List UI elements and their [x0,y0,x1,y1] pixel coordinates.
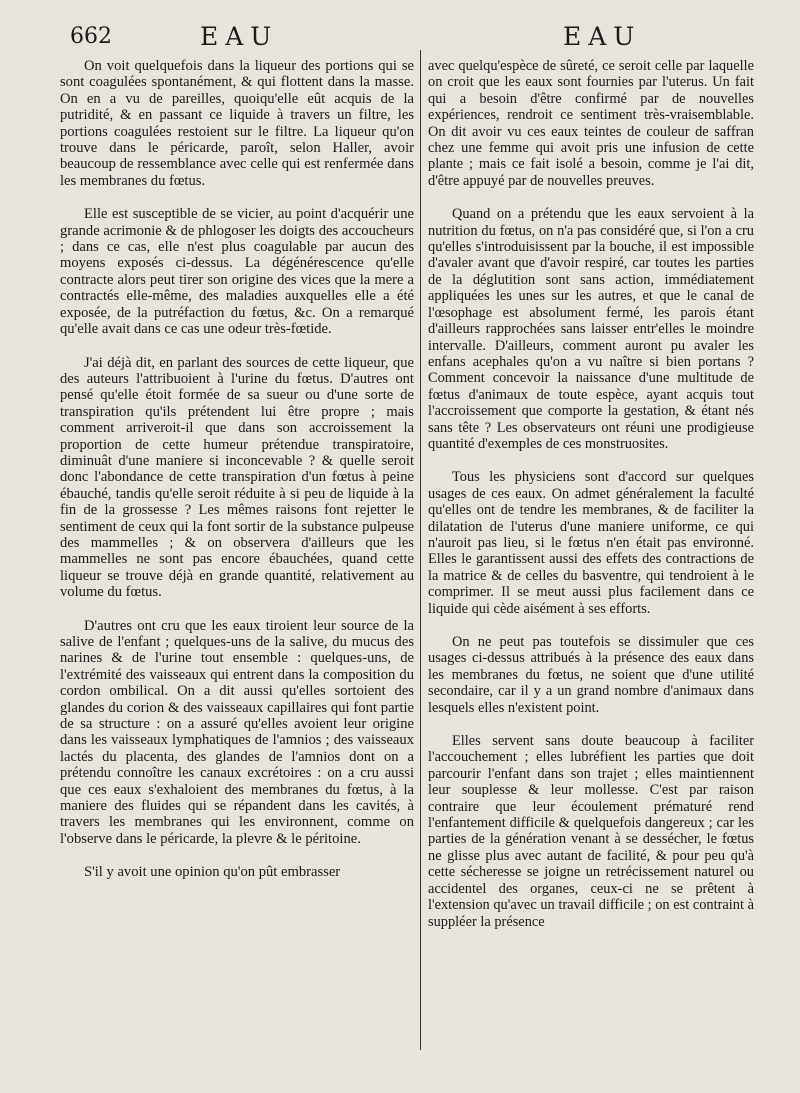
paragraph: Elle est susceptible de se vicier, au point d'acquérir une grande acrimonie & de phlogoser les doigts des accoucheurs ; dans ce cas, elle n'est plus coagulable par aucun des moyens exposés ci-dessus. La dégénérescence qu'elle contracte alors peut tirer son origine des vices que la mere a contractés elle-même, des maladies auxquelles elle a été exposée, de la putréfaction du fœtus, &c. On a remarqué qu'elle avait dans ce cas une odeur très-fœtide. [60,206,414,338]
paragraph: S'il y avoit une opinion qu'on pût embrasser [84,864,341,881]
paragraph: Quand on a prétendu que les eaux servoient à la nutrition du fœtus, on n'a pas considéré que, si l'on a cru qu'elles s'introduisissent par la bouche, il est impossible d'avaler avant que d'avoir respiré, car toutes les parties de la déglutition sont sans action, immédiatement appliquées les unes sur les autres, et que le canal de l'œsophage est absolument fermé, les parois étant d'ailleurs rapprochées sans laisser entr'elles le moindre intervalle. D'ailleurs, comment auront pu avaler les enfans acephales qu'on a vu naître si bien portans ? Comment concevoir la naissance d'une multitude de fœtus d'animaux de toute espèce, ayant acquis tout l'accroissement que comporte la gestation, & étant nés sans tête ? Les observateurs ont réuni une prodigieuse quantité d'exemples de ces monstruosites. [428,206,754,452]
paragraph: avec quelqu'espèce de sûreté, ce seroit celle par laquelle on croit que les eaux sont fournies par l'uterus. Un fait qui a besoin d'être confirmé par de nouvelles expériences, rendroit ce sentiment très-vraisemblable. On dit avoir vu ces eaux teintes de couleur de saffran chez une femme qui avoit pris une infusion de cette plante ; mais ce fait isolé a besoin, comme je l'ai dit, d'être appuyé par de nouvelles preuves. [428,58,754,189]
paragraph: J'ai déjà dit, en parlant des sources de cette liqueur, que des auteurs l'attribuoient à l'urine du fœtus. D'autres ont pensé qu'elle étoit formée de sa sueur ou d'une sorte de transpiration qu'ils prétendent lui être propre ; mais comment arriveroit-il que dans son accroissement la proportion de cette humeur prétendue transpiratoire, diminuât d'une maniere si inconcevable ? & quelle seroit donc l'abondance de cette transpiration d'un fœtus à peine ébauché, tandis qu'elle seroit réduite à si peu de liquide à la fin de la grossesse ? Les mêmes raisons font rejetter le sentiment de ceux qui la font sortir de la substance pulpeuse des mammelles ; & on observera d'ailleurs que les mammelles ne sont pas encore ébauchées, quand cette liqueur se trouve déjà en grande quantité, relativement au volume du fœtus. [60,354,414,601]
paragraph: On ne peut pas toutefois se dissimuler que ces usages ci-dessus attribués à la présence des eaux dans les membranes du fœtus, ne soient que d'une utilité secondaire, car il y a un grand nombre d'animaux dans lesquels elles n'existent point. [428,634,754,716]
right-column [428,58,754,947]
column-divider [420,50,421,1050]
page-header [0,22,800,58]
left-column [60,58,414,898]
paragraph: Elles servent sans doute beaucoup à faciliter l'accouchement ; elles lubréfient les parties que doit parcourir l'enfant dans son trajet ; elles maintiennent leur souplesse & leur mollesse. C'est par raison contraire que leur écoulement prématuré rend l'enfantement difficile & quelquefois dangereux ; car les parties de la génération venant à se dessécher, le fœtus ne glisse plus avec autant de facilité, & pour peu qu'à cette sécheresse se joigne un retrécissement naturel ou accidentel des organes, ceux-ci ne se prêtent à l'extension qu'avec un travail difficile ; on est contraint à suppléer la présence [428,733,754,930]
running-head-left: EAU [200,22,279,51]
paragraph: Tous les physiciens sont d'accord sur quelques usages de ces eaux. On admet généralement la faculté qu'elles ont de tendre les membranes, & de faciliter la dilatation de l'uterus d'une maniere uniforme, ce qui n'auroit pas lieu, si le fœtus n'en était pas environné. Elles le garantissent aussi des effets des contractions de la matrice & de celles du basventre, qui tendroient à le comprimer. Il se meut aussi plus facilement dans ce liquide qui cède aisément à ses efforts. [428,469,754,617]
running-head-right: EAU [563,22,642,51]
paragraph: D'autres ont cru que les eaux tiroient leur source de la salive de l'enfant ; quelques-uns de la salive, du mucus des narines & de l'urine tout ensemble : quelques-uns, de l'extrémité des vaisseaux qui entrent dans la composition du cordon ombilical. On a dit aussi qu'elles sortoient des glandes du corion & des vaisseaux capillaires qui font partie de sa structure : on a assuré qu'elles avoient leur origine dans les vaisseaux lymphatiques de l'amnios ; des vaisseaux lactés du placenta, des glandes de l'amnios dont on a prétendu connoître les canaux excrétoires : on a cru aussi que ces eaux s'exhaloient des membranes du fœtus, à la maniere des fluides qui se répandent dans les cavités, à travers les membranes qui les environnent, comme on l'observe dans le péricarde, la plevre & le péritoine. [60,617,414,847]
paragraph: On voit quelquefois dans la liqueur des portions qui se sont coagulées spontanément, & qui flottent dans la masse. On en a vu de pareilles, quoiqu'elle eût acquis de la putridité, & en passant ce liquide à travers un filtre, les portions coagulées restoient sur le filtre. La liqueur qu'on trouve dans le péricarde, paroît, selon Haller, avoir beaucoup de ressemblance avec celle qui est renfermée dans les membranes du fœtus. [60,58,414,189]
page-number: 662 [70,24,112,49]
